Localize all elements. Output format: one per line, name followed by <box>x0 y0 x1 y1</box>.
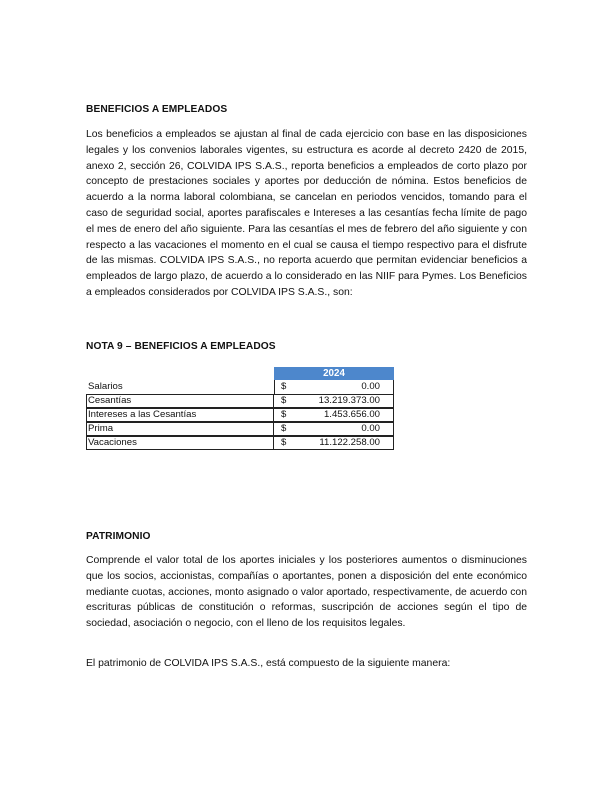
row-label: Intereses a las Cesantías <box>88 409 197 420</box>
table-row <box>86 422 394 436</box>
section-title-beneficios: BENEFICIOS A EMPLEADOS <box>86 104 228 115</box>
patrimonio-paragraph: Comprende el valor total de los aportes iniciales y los posteriores aumentos o disminuciones que los socios, accionistas, compañías o aportantes, ponen a disposición del ente económico mediante cuotas, acciones, monto asignado o valor aportado, respectivamente, de acuerdo con escrituras públicas de constitución o reformas, suscripción de acciones según el tipo de sociedad, asociación o negocio, con el lleno de los requisitos legales. <box>86 555 527 630</box>
table-row <box>86 408 394 422</box>
table-row <box>86 394 394 408</box>
beneficios-paragraph: Los beneficios a empleados se ajustan al final de cada ejercicio con base en las disposiciones legales y los convenios laborales vigentes, su estructura es acorde al decreto 2420 de 2015, anexo 2, sección 26, COLVIDA IPS S.A.S., reporta beneficios a empleados de corto plazo por concepto de prestaciones sociales y aportes por deducción de nómina. Estos beneficios de acuerdo a la norma laboral colombiana, se cancelan en periodos vencidos, tomando para el caso de seguridad social, aportes parafiscales e Intereses a las cesantías fecha límite de pago el mes de enero del año siguiente. Para las cesantías el mes de febrero del año siguiente y con respecto a las vacaciones el momento en el cual se causa el tiempo respectivo para el disfrute de las mismas. COLVIDA IPS S.A.S., no reporta acuerdo que permitan evidenciar beneficios a empleados de largo plazo, de acuerdo a lo considerado en las NIIF para Pymes. Los Beneficios a empleados considerados por COLVIDA IPS S.A.S., son: <box>86 129 527 298</box>
section-title-patrimonio: PATRIMONIO <box>86 531 151 542</box>
currency-sign: $ <box>281 381 287 392</box>
row-label: Prima <box>88 423 114 434</box>
patrimonio-composition-text: El patrimonio de COLVIDA IPS S.A.S., está compuesto de la siguiente manera: <box>86 658 451 669</box>
nota-9-title: NOTA 9 – BENEFICIOS A EMPLEADOS <box>86 341 276 352</box>
currency-sign: $ <box>281 437 287 448</box>
row-label: Vacaciones <box>88 437 137 448</box>
row-value: 0.00 <box>361 381 380 392</box>
table-row <box>86 436 394 450</box>
label-cell-box <box>86 422 274 436</box>
row-value: 1.453.656.00 <box>323 409 380 420</box>
row-value: 11.122.258.00 <box>319 437 380 448</box>
table-header-row <box>86 367 394 380</box>
row-label: Cesantías <box>88 395 132 406</box>
row-label: Salarios <box>88 381 123 392</box>
row-value: 0.00 <box>361 423 380 434</box>
beneficios-table <box>86 367 394 450</box>
table-row <box>86 380 394 394</box>
currency-sign: $ <box>281 395 287 406</box>
currency-sign: $ <box>281 423 287 434</box>
year-header: 2024 <box>274 367 394 380</box>
row-value: 13.219.373.00 <box>318 395 380 406</box>
currency-sign: $ <box>281 409 287 420</box>
